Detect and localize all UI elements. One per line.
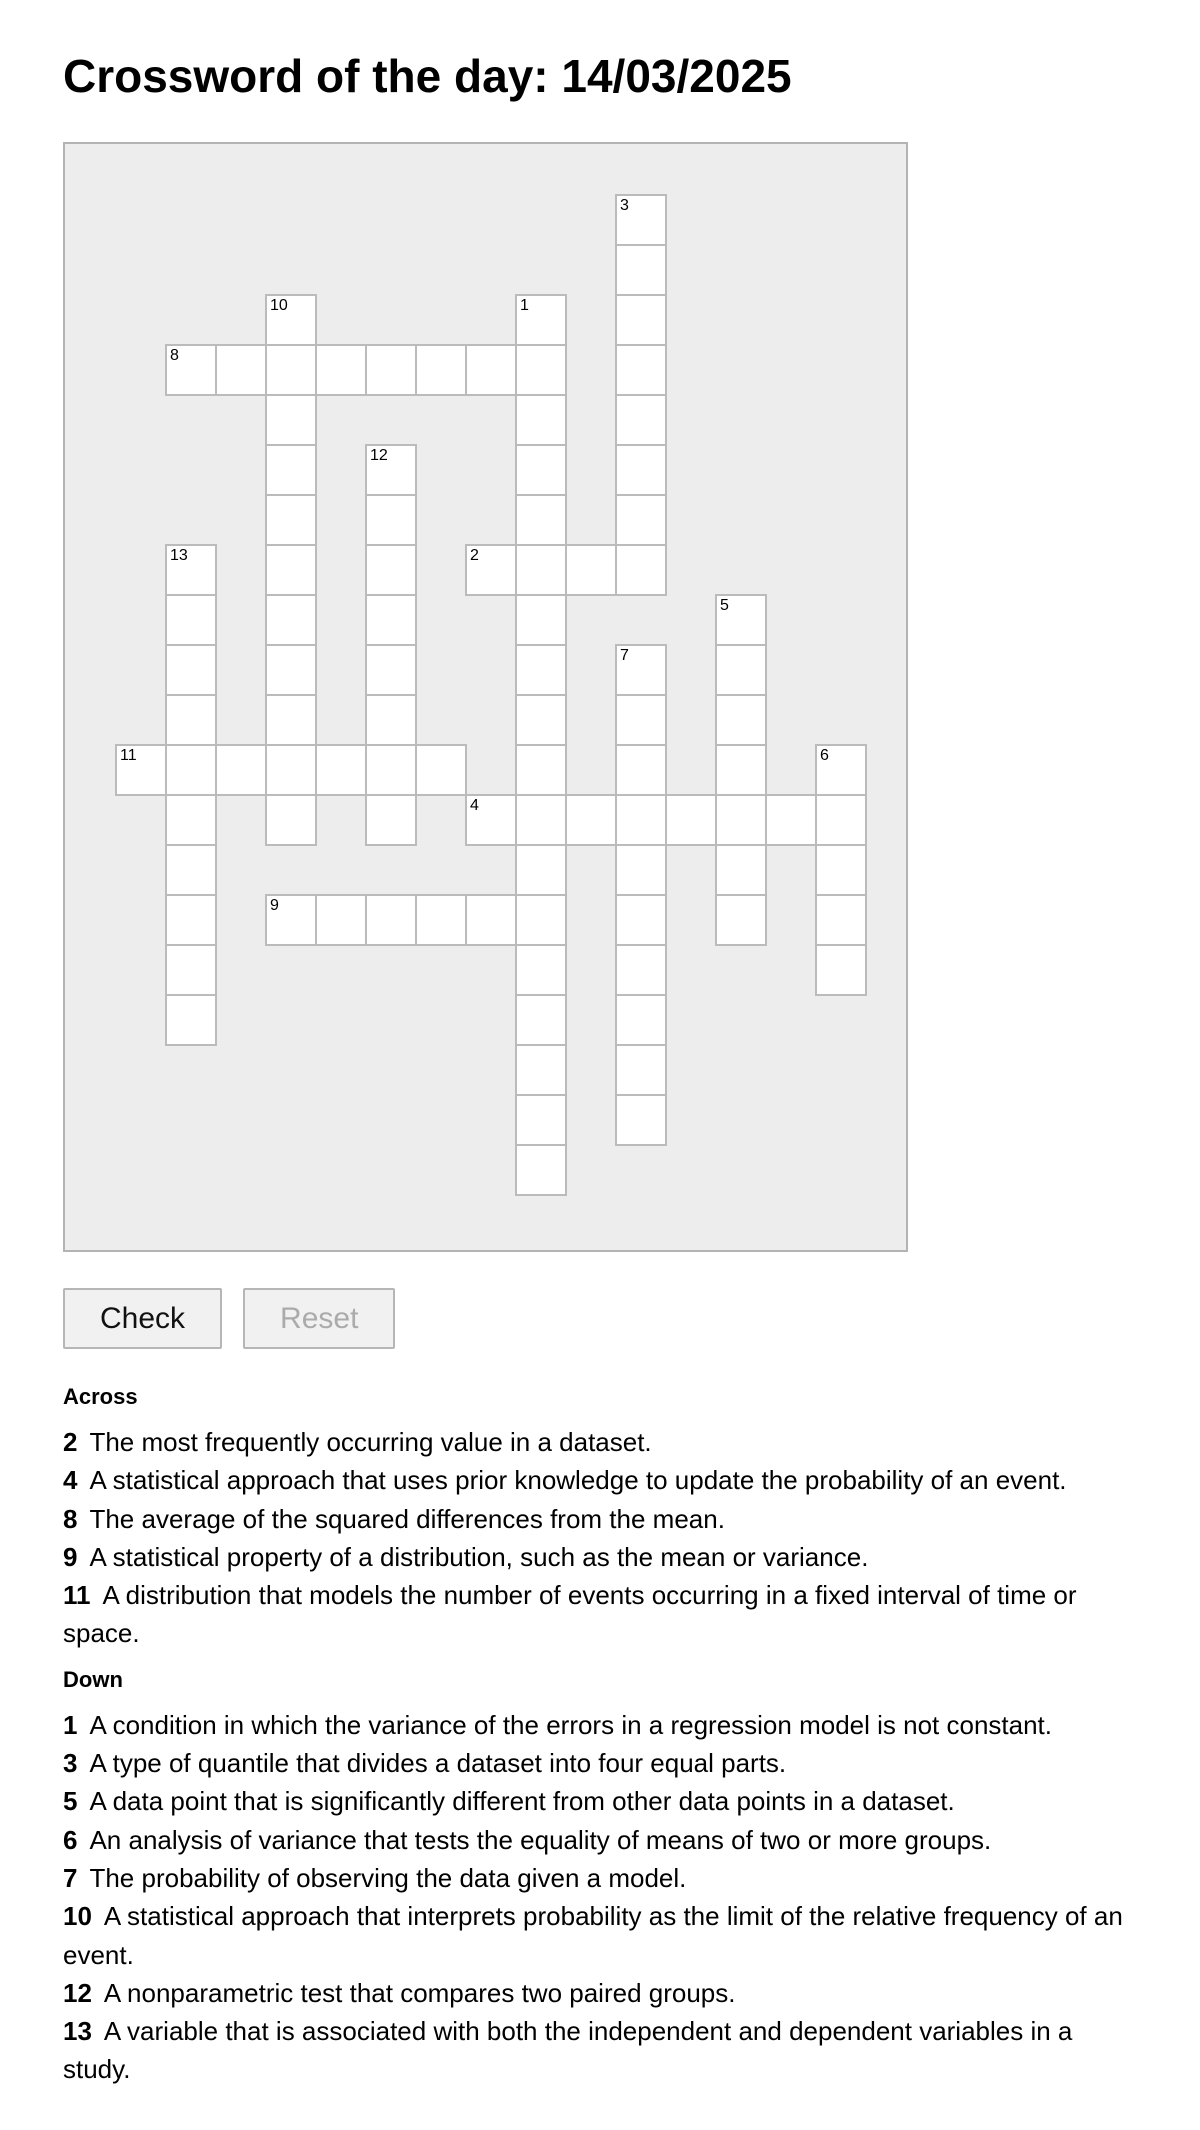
clue-number: 13 — [63, 2016, 92, 2047]
grid-cell[interactable] — [365, 544, 417, 596]
grid-cell[interactable] — [265, 294, 317, 346]
clue-9-across — [63, 1538, 1137, 1576]
clue-text: A distribution that models the number of events occurring in a fixed interval of time or space. — [63, 1580, 1077, 1649]
grid-cell[interactable] — [165, 894, 217, 946]
clue-text: A statistical approach that interprets probability as the limit of the relative frequency of an event. — [63, 1901, 1123, 1970]
grid-cell[interactable] — [515, 1094, 567, 1146]
grid-cell[interactable] — [615, 944, 667, 996]
grid-cell[interactable] — [615, 644, 667, 696]
cell-number: 9 — [270, 897, 279, 914]
clue-8-across — [63, 1500, 1137, 1538]
grid-cell[interactable] — [615, 1094, 667, 1146]
grid-cell[interactable] — [265, 394, 317, 446]
cell-number: 4 — [470, 797, 479, 814]
cell-number: 3 — [620, 197, 629, 214]
page-title: Crossword of the day: 14/03/2025 — [63, 50, 792, 102]
crossword-grid — [63, 142, 908, 1252]
clue-text: The most frequently occurring value in a dataset. — [89, 1427, 652, 1457]
grid-cell[interactable] — [615, 794, 667, 846]
cell-number: 13 — [170, 547, 188, 564]
grid-cell[interactable] — [815, 894, 867, 946]
clue-number: 1 — [63, 1709, 78, 1740]
grid-cell[interactable] — [615, 894, 667, 946]
clue-number: 10 — [63, 1901, 92, 1932]
grid-cell[interactable] — [715, 694, 767, 746]
clue-text: A variable that is associated with both the independent and dependent variables in a study. — [63, 2016, 1073, 2085]
clue-number: 5 — [63, 1786, 78, 1817]
clue-12-down — [63, 1974, 1137, 2012]
cell-number: 7 — [620, 647, 629, 664]
check-button[interactable]: Check — [63, 1288, 222, 1349]
grid-cell[interactable] — [615, 394, 667, 446]
grid-cell[interactable] — [265, 494, 317, 546]
cell-number: 12 — [370, 447, 388, 464]
grid-cell[interactable] — [515, 594, 567, 646]
clues-section — [63, 1384, 1137, 2089]
cell-number: 2 — [470, 547, 479, 564]
clue-number: 9 — [63, 1541, 78, 1572]
grid-cell[interactable] — [265, 444, 317, 496]
grid-cell[interactable] — [165, 844, 217, 896]
grid-cell[interactable] — [265, 594, 317, 646]
grid-cell[interactable] — [465, 344, 517, 396]
grid-cell[interactable] — [365, 644, 417, 696]
clue-11-across — [63, 1576, 1137, 1653]
grid-cell[interactable] — [365, 344, 417, 396]
cell-number: 8 — [170, 347, 179, 364]
down-clue-list — [63, 1706, 1137, 2089]
grid-cell[interactable] — [615, 244, 667, 296]
cell-number: 6 — [820, 747, 829, 764]
clue-3-down — [63, 1744, 1137, 1782]
grid-cell[interactable] — [165, 694, 217, 746]
clue-text: A data point that is significantly different from other data points in a dataset. — [89, 1786, 955, 1817]
grid-cell[interactable] — [515, 1044, 567, 1096]
clue-1-down — [63, 1706, 1137, 1744]
clue-number: 8 — [63, 1503, 78, 1534]
grid-cell[interactable] — [365, 894, 417, 946]
clue-10-down — [63, 1897, 1137, 1974]
cell-number: 1 — [520, 297, 529, 314]
grid-cell[interactable] — [615, 694, 667, 746]
grid-cell[interactable] — [165, 594, 217, 646]
grid-cell[interactable] — [515, 994, 567, 1046]
clue-number: 12 — [63, 1977, 92, 2008]
grid-cell[interactable] — [415, 894, 467, 946]
grid-cell[interactable] — [515, 944, 567, 996]
grid-cell[interactable] — [615, 1044, 667, 1096]
grid-cell[interactable] — [515, 494, 567, 546]
grid-cell[interactable] — [365, 494, 417, 546]
grid-cell[interactable] — [515, 1144, 567, 1196]
clue-number: 4 — [63, 1465, 78, 1496]
grid-cell[interactable] — [365, 744, 417, 796]
grid-cell[interactable] — [815, 844, 867, 896]
grid-cell[interactable] — [615, 194, 667, 246]
grid-cell[interactable] — [515, 844, 567, 896]
grid-cell[interactable] — [515, 294, 567, 346]
grid-cell[interactable] — [165, 644, 217, 696]
clue-text: A type of quantile that divides a dataset into four equal parts. — [89, 1748, 787, 1779]
grid-cell[interactable] — [615, 544, 667, 596]
clue-text: A condition in which the variance of the errors in a regression model is not constant. — [89, 1709, 1052, 1740]
grid-cell[interactable] — [515, 344, 567, 396]
grid-cell[interactable] — [715, 594, 767, 646]
grid-cell[interactable] — [715, 794, 767, 846]
clue-number: 2 — [63, 1427, 78, 1457]
clue-number: 11 — [63, 1580, 91, 1611]
grid-cell[interactable] — [715, 744, 767, 796]
grid-cell[interactable] — [515, 444, 567, 496]
grid-cell[interactable] — [165, 544, 217, 596]
clue-2-across — [63, 1423, 1137, 1461]
clue-text: An analysis of variance that tests the equality of means of two or more groups. — [89, 1824, 992, 1855]
grid-cell[interactable] — [515, 694, 567, 746]
grid-cell[interactable] — [615, 494, 667, 546]
across-heading: Across — [63, 1384, 138, 1409]
clue-text: A statistical property of a distribution, such as the mean or variance. — [89, 1541, 869, 1572]
grid-cell[interactable] — [815, 794, 867, 846]
clue-text: The probability of observing the data given a model. — [89, 1862, 687, 1893]
grid-cell[interactable] — [565, 794, 617, 846]
grid-cell[interactable] — [265, 344, 317, 396]
grid-cell[interactable] — [265, 694, 317, 746]
grid-cell[interactable] — [115, 744, 167, 796]
grid-cell[interactable] — [165, 794, 217, 846]
grid-cell[interactable] — [265, 794, 317, 846]
grid-cell[interactable] — [265, 644, 317, 696]
grid-cell[interactable] — [515, 544, 567, 596]
clue-text: A statistical approach that uses prior knowledge to update the probability of an event. — [89, 1465, 1067, 1496]
grid-cell[interactable] — [415, 744, 467, 796]
grid-cell[interactable] — [715, 644, 767, 696]
grid-cell[interactable] — [715, 894, 767, 946]
grid-cell[interactable] — [415, 344, 467, 396]
clue-5-down — [63, 1782, 1137, 1820]
grid-cell[interactable] — [265, 894, 317, 946]
grid-cell[interactable] — [365, 794, 417, 846]
grid-cell[interactable] — [615, 744, 667, 796]
clue-text: The average of the squared differences from the mean. — [89, 1503, 725, 1534]
grid-cell[interactable] — [165, 744, 217, 796]
clue-number: 6 — [63, 1824, 78, 1855]
grid-cell[interactable] — [365, 694, 417, 746]
grid-cell[interactable] — [565, 544, 617, 596]
grid-cell[interactable] — [315, 744, 367, 796]
clue-text: A nonparametric test that compares two paired groups. — [103, 1977, 736, 2008]
clue-7-down — [63, 1859, 1137, 1897]
clue-4-across — [63, 1461, 1137, 1499]
button-row — [63, 1288, 1137, 1349]
grid-cell[interactable] — [315, 344, 367, 396]
grid-cell[interactable] — [515, 644, 567, 696]
grid-cell[interactable] — [465, 544, 517, 596]
grid-cell[interactable] — [515, 794, 567, 846]
crossword-cells — [115, 194, 869, 1198]
grid-cell[interactable] — [715, 844, 767, 896]
grid-cell[interactable] — [465, 894, 517, 946]
grid-cell[interactable] — [615, 344, 667, 396]
grid-cell[interactable] — [465, 794, 517, 846]
clue-number: 3 — [63, 1748, 78, 1779]
grid-cell[interactable] — [215, 744, 267, 796]
grid-cell[interactable] — [515, 894, 567, 946]
grid-cell[interactable] — [615, 994, 667, 1046]
grid-cell[interactable] — [615, 294, 667, 346]
grid-cell[interactable] — [265, 544, 317, 596]
grid-cell[interactable] — [515, 744, 567, 796]
grid-cell[interactable] — [615, 444, 667, 496]
grid-cell[interactable] — [515, 394, 567, 446]
grid-cell[interactable] — [815, 944, 867, 996]
grid-cell[interactable] — [215, 344, 267, 396]
grid-cell[interactable] — [365, 594, 417, 646]
grid-cell[interactable] — [165, 344, 217, 396]
grid-cell[interactable] — [365, 444, 417, 496]
grid-cell[interactable] — [265, 744, 317, 796]
reset-button[interactable]: Reset — [243, 1288, 395, 1349]
cell-number: 11 — [120, 747, 137, 764]
grid-cell[interactable] — [165, 994, 217, 1046]
across-clue-list — [63, 1423, 1137, 1653]
clue-number: 7 — [63, 1862, 78, 1893]
clue-13-down — [63, 2012, 1137, 2089]
cell-number: 5 — [720, 597, 729, 614]
grid-cell[interactable] — [315, 894, 367, 946]
grid-cell[interactable] — [615, 844, 667, 896]
grid-cell[interactable] — [815, 744, 867, 796]
down-heading: Down — [63, 1666, 123, 1692]
grid-cell[interactable] — [665, 794, 717, 846]
grid-cell[interactable] — [165, 944, 217, 996]
clue-6-down — [63, 1821, 1137, 1859]
grid-cell[interactable] — [765, 794, 817, 846]
cell-number: 10 — [270, 297, 288, 314]
